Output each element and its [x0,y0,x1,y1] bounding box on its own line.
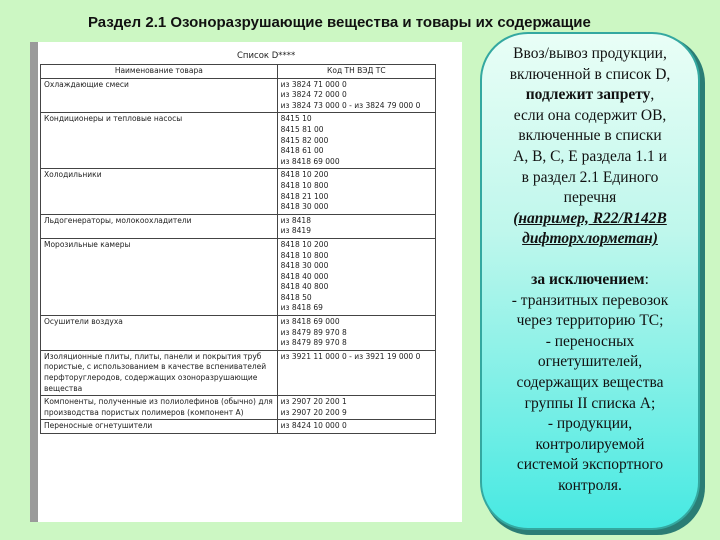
hs-code: из 3824 72 000 0 [280,90,347,100]
hs-code: 8415 81 00 [280,124,324,134]
goods-codes [277,316,435,351]
hs-code: 8418 40 800 [280,282,329,292]
note-example: дифторхлорметан) [522,230,658,248]
hs-code: из 8424 10 000 0 [280,421,347,431]
goods-name: Льдогенераторы, молокоохладители [41,214,278,238]
hs-code: 8418 21 100 [280,191,329,201]
hs-code: 8418 10 200 [280,239,329,249]
column-header-code: Код ТН ВЭД ТС [277,65,435,79]
note-example: (например, R22/R142B [513,209,667,227]
note-line: огнетушителей, [537,353,643,371]
note-line: - переносных [545,332,635,350]
table-row [41,169,436,214]
goods-table [40,64,436,434]
column-header-name: Наименование товара [41,65,278,79]
hs-code: из 8479 89 970 8 [280,338,347,348]
note-line: - продукции, [547,415,633,433]
table-header-row [41,65,436,79]
hs-code: из 8479 89 970 8 [280,327,347,337]
hs-code: из 2907 20 200 1 [280,397,347,407]
note-callout [480,32,700,530]
goods-name: Изоляционные плиты, плиты, панели и покрытия труб пористые, с использованием в качестве вспенивателей перфторуглеродов, содержащих озоноразрушающие вещества [41,350,278,395]
goods-codes [277,238,435,315]
note-line: в раздел 2.1 Единого [521,168,659,186]
note-line: - транзитных перевозок [511,291,669,309]
goods-name: Компоненты, полученные из полиолефинов (обычно) для производства пористых полимеров (компонент А) [41,396,278,420]
hs-code: 8415 82 000 [280,135,329,145]
table-row [41,214,436,238]
goods-codes [277,113,435,169]
note-line: перечня [563,189,617,207]
document-scan-edge [30,42,38,522]
goods-codes [277,78,435,113]
goods-codes [277,350,435,395]
hs-code: 8418 10 200 [280,170,329,180]
note-spacer [492,250,688,270]
goods-name: Кондиционеры и тепловые насосы [41,113,278,169]
goods-name: Охлаждающие смеси [41,78,278,113]
table-row [41,78,436,113]
table-row [41,350,436,395]
hs-code: 8418 10 800 [280,250,329,260]
hs-code: из 8418 69 000 [280,156,340,166]
table-row [41,396,436,420]
note-emphasis: за исключением [531,270,645,288]
goods-name: Осушители воздуха [41,316,278,351]
slide-title: Раздел 2.1 Озоноразрушающие вещества и товары их содержащие [88,14,591,31]
note-line: за исключением: [531,270,649,288]
list-title: Список D**** [237,51,296,61]
note-line: контролируемой [535,435,645,453]
hs-code: из 8419 [280,226,311,236]
goods-table-body [41,78,436,433]
hs-code: из 2907 20 200 9 [280,407,347,417]
goods-name: Переносные огнетушители [41,420,278,434]
note-line: A, B, C, E раздела 1.1 и [513,147,667,165]
note-line: через территорию ТС; [516,312,664,330]
goods-name: Морозильные камеры [41,238,278,315]
note-line: если она содержит ОВ, [513,106,667,124]
hs-code: из 3921 11 000 0 - из 3921 19 000 0 [280,351,421,361]
hs-code: из 8418 69 [280,303,323,313]
note-line: подлежит запрету, [525,86,655,104]
note-emphasis: подлежит запрету [525,86,651,104]
hs-code: 8418 30 000 [280,261,329,271]
goods-codes [277,169,435,214]
hs-code: 8418 30 000 [280,202,329,212]
hs-code: 8418 10 800 [280,180,329,190]
table-row [41,316,436,351]
note-line: группы II списка А; [524,394,656,412]
hs-code: 8418 50 [280,292,312,302]
hs-code: 8418 61 00 [280,146,324,156]
goods-codes [277,396,435,420]
hs-code: из 3824 71 000 0 [280,79,347,89]
note-line: контроля. [558,476,622,494]
note-line: Ввоз/вывоз продукции, [513,45,667,62]
table-row [41,113,436,169]
hs-code: из 3824 73 000 0 - из 3824 79 000 0 [280,100,421,110]
note-line: включенной в список D, [509,65,671,83]
goods-name: Холодильники [41,169,278,214]
hs-code: из 8418 [280,215,311,225]
note-line: содержащих вещества [516,373,664,391]
table-row [41,238,436,315]
hs-code: 8418 40 000 [280,271,329,281]
goods-codes [277,420,435,434]
note-line: включенные в списки [518,127,662,145]
note-line: системой экспортного [516,456,664,474]
hs-code: 8415 10 [280,114,312,124]
goods-codes [277,214,435,238]
hs-code: из 8418 69 000 [280,317,340,327]
table-row [41,420,436,434]
